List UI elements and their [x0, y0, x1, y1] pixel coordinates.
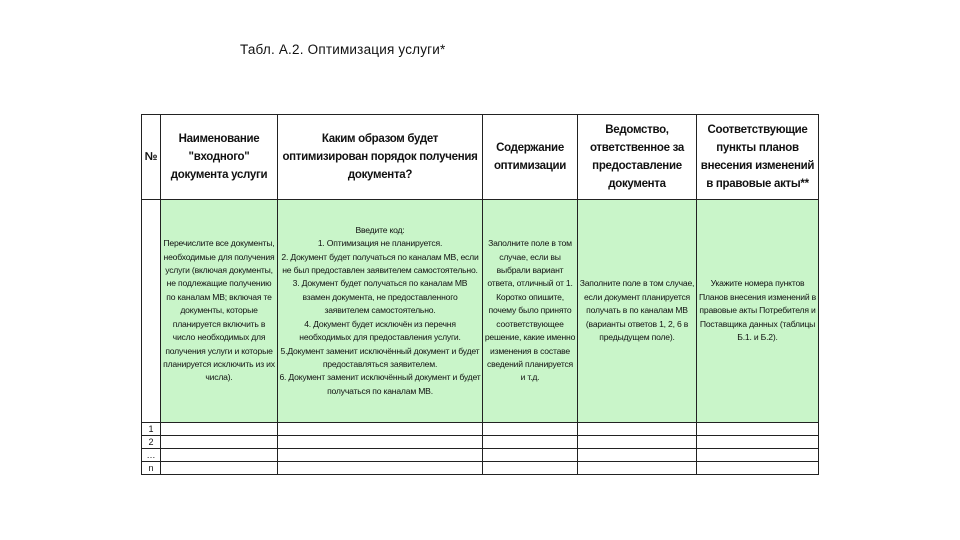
- instruction-optimization-content: Заполните поле в том случае, если вы выбрали вариант ответа, отличный от 1. Коротко опишите, почему было принято соответствующее решение, какие именно изменения в составе сведений планируется и т.д.: [483, 200, 578, 423]
- table-cell[interactable]: [697, 436, 819, 449]
- optimization-table: [141, 114, 819, 475]
- table-cell[interactable]: [278, 423, 483, 436]
- instruction-optimization-method: Введите код: 1. Оптимизация не планируется. 2. Документ будет получаться по каналам МВ, если не был предоставлен заявителем самостоятельно. 3. Документ будет получаться по каналам МВ взамен документа, не предоставленного заявителем самостоятельно. 4. Документ будет исключён из перечня необходимых для предоставления услуги. 5.Документ заменит исключённый документ и будет предоставляться заявителем. 6. Документ заменит исключённый документ и будет получаться по каналам МВ.: [278, 200, 483, 423]
- table-row: [142, 449, 819, 462]
- table-row: [142, 462, 819, 475]
- table-cell[interactable]: [578, 436, 697, 449]
- table-cell[interactable]: [278, 462, 483, 475]
- instruction-responsible-agency: Заполните поле в том случае, если документ планируется получать в по каналам МВ (варианты ответов 1, 2, 6 в предыдущем поле).: [578, 200, 697, 423]
- header-plan-items: Соответствующие пункты планов внесения изменений в правовые акты**: [697, 115, 819, 200]
- instruction-plan-items: Укажите номера пунктов Планов внесения изменений в правовые акты Потребителя и Поставщика данных (таблицы Б.1. и Б.2).: [697, 200, 819, 423]
- table-cell[interactable]: [483, 462, 578, 475]
- header-document-name: Наименование "входного" документа услуги: [161, 115, 278, 200]
- table-cell[interactable]: [578, 423, 697, 436]
- header-number: №: [142, 115, 161, 200]
- table-cell[interactable]: [161, 449, 278, 462]
- row-number: 1: [142, 423, 161, 436]
- table-row: [142, 423, 819, 436]
- table-cell[interactable]: [161, 436, 278, 449]
- table-cell[interactable]: [161, 423, 278, 436]
- table-cell[interactable]: [578, 462, 697, 475]
- table-cell[interactable]: [578, 449, 697, 462]
- table-title: Табл. А.2. Оптимизация услуги*: [240, 42, 446, 57]
- header-optimization-method: Каким образом будет оптимизирован порядок получения документа?: [278, 115, 483, 200]
- header-row: [142, 115, 819, 200]
- instruction-number-cell: [142, 200, 161, 423]
- instruction-row: [142, 200, 819, 423]
- instruction-document-name: Перечислите все документы, необходимые для получения услуги (включая документы, не подлежащие получению по каналам МВ; включая те документы, которые планируется включить в число необходимых для получения услуги и которые планируется исключить из их числа).: [161, 200, 278, 423]
- table-cell[interactable]: [278, 449, 483, 462]
- table-row: [142, 436, 819, 449]
- row-number: n: [142, 462, 161, 475]
- table-cell[interactable]: [697, 462, 819, 475]
- table-cell[interactable]: [697, 449, 819, 462]
- table-cell[interactable]: [697, 423, 819, 436]
- table-cell[interactable]: [161, 462, 278, 475]
- row-number: 2: [142, 436, 161, 449]
- header-optimization-content: Содержание оптимизации: [483, 115, 578, 200]
- row-number: …: [142, 449, 161, 462]
- table-cell[interactable]: [483, 436, 578, 449]
- table-cell[interactable]: [483, 423, 578, 436]
- table-cell[interactable]: [483, 449, 578, 462]
- table-cell[interactable]: [278, 436, 483, 449]
- header-responsible-agency: Ведомство, ответственное за предоставление документа: [578, 115, 697, 200]
